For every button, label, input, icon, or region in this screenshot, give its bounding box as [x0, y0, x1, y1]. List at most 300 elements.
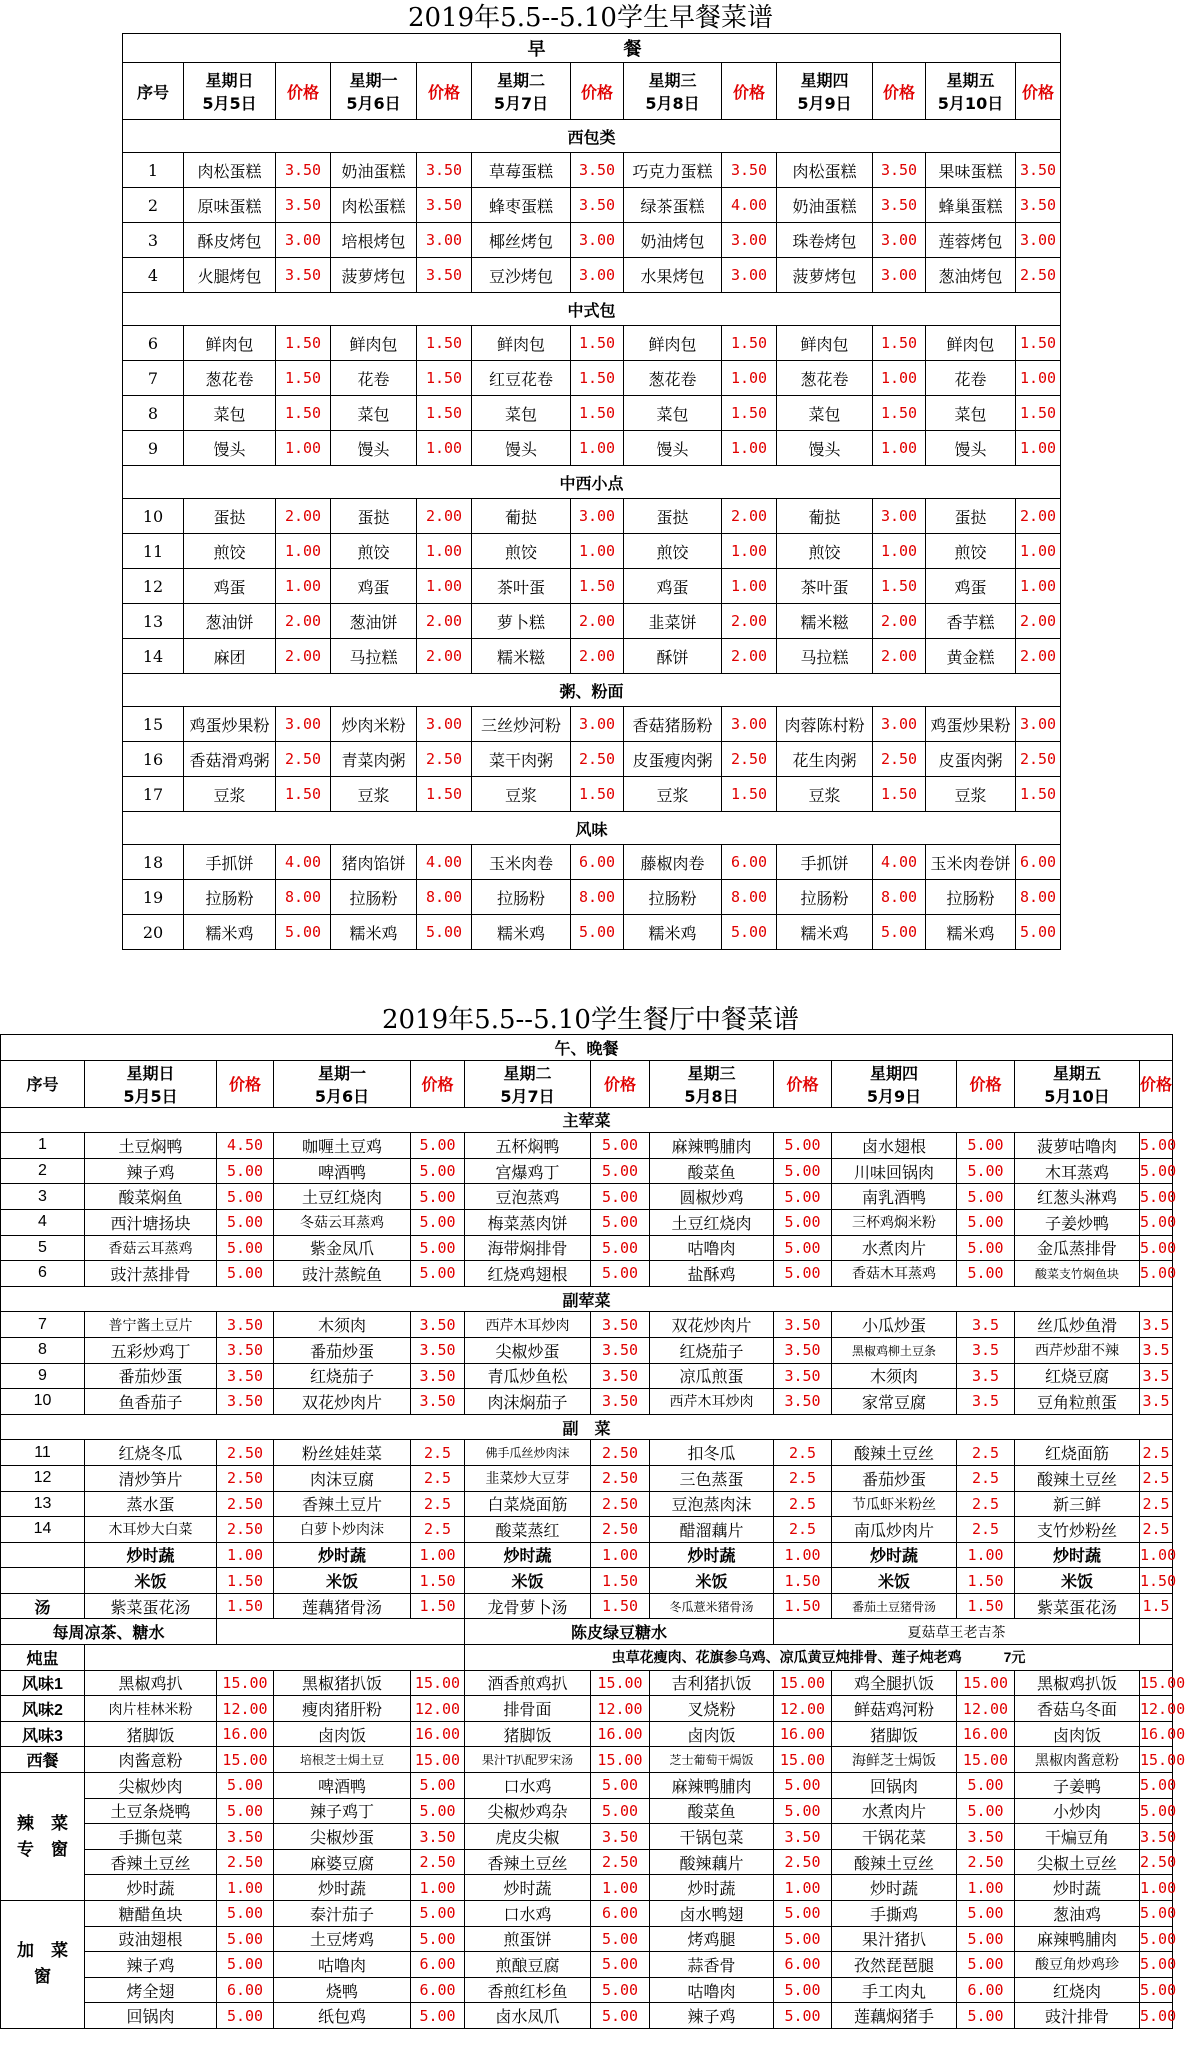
breakfast-dish: 酥皮烤包	[184, 223, 276, 258]
special-dish: 黑椒猪扒饭	[274, 1670, 411, 1696]
special-price: 16.00	[591, 1721, 650, 1747]
breakfast-price: 8.00	[873, 880, 926, 915]
breakfast-price: 1.00	[1016, 361, 1061, 396]
table-row	[123, 604, 1061, 639]
breakfast-dish: 菜包	[926, 396, 1016, 431]
breakfast-dish: 水果烤包	[624, 258, 722, 293]
row-number: 11	[123, 534, 184, 569]
extra-price: 5.00	[1140, 2003, 1173, 2029]
spicy-row	[1, 1798, 1173, 1824]
special-price: 15.00	[774, 1747, 832, 1773]
special-dish: 猪脚饭	[832, 1721, 957, 1747]
breakfast-header-row	[123, 63, 1061, 120]
extra-dish: 烧鸭	[274, 1977, 411, 2003]
lunch-price: 1.5	[1140, 1593, 1173, 1619]
breakfast-price: 3.00	[276, 223, 331, 258]
spicy-row	[1, 1849, 1173, 1875]
spicy-dish: 香辣土豆丝	[465, 1849, 591, 1875]
day-name: 星期三	[687, 1063, 736, 1083]
day-date: 5月8日	[645, 94, 700, 113]
special-price: 12.00	[1140, 1696, 1173, 1722]
spicy-price: 5.00	[591, 1798, 650, 1824]
table-row	[123, 915, 1061, 950]
extra-dish: 香煎红杉鱼	[465, 1977, 591, 2003]
extra-dish: 葱油鸡	[1015, 1901, 1140, 1927]
breakfast-dish: 肉松蛋糕	[777, 153, 873, 188]
breakfast-dish: 煎饺	[777, 534, 873, 569]
lunch-price: 5.00	[411, 1209, 465, 1235]
breakfast-dish: 肉松蛋糕	[331, 188, 417, 223]
breakfast-dish: 茶叶蛋	[777, 569, 873, 604]
lunch-dish: 炒时蔬	[85, 1542, 217, 1568]
lunch-dish: 木耳炒大白菜	[85, 1517, 217, 1543]
breakfast-dish: 椰丝烤包	[472, 223, 571, 258]
lunch-dish: 白菜烧面筋	[465, 1491, 591, 1517]
lunch-dish: 香菇木耳蒸鸡	[832, 1261, 957, 1287]
lunch-dish: 番茄炒蛋	[832, 1465, 957, 1491]
breakfast-price: 4.00	[417, 845, 472, 880]
breakfast-price: 2.00	[1016, 499, 1061, 534]
lunch-dish: 土豆红烧肉	[274, 1184, 411, 1210]
table-row	[123, 361, 1061, 396]
breakfast-price: 3.00	[873, 258, 926, 293]
day-date: 5月7日	[493, 94, 549, 113]
lunch-dish: 番茄土豆猪骨汤	[832, 1593, 957, 1619]
breakfast-price: 2.00	[276, 639, 331, 674]
breakfast-price: 4.00	[873, 845, 926, 880]
breakfast-price: 2.00	[417, 639, 472, 674]
breakfast-price: 5.00	[276, 915, 331, 950]
day-date: 5月10日	[937, 94, 1004, 113]
special-dish: 卤肉饭	[1015, 1721, 1140, 1747]
lunch-price: 5.00	[957, 1235, 1015, 1261]
breakfast-price: 1.50	[571, 569, 624, 604]
lunch-price: 5.00	[774, 1209, 832, 1235]
special-dish: 鲜菇鸡河粉	[832, 1696, 957, 1722]
breakfast-dish: 果味蛋糕	[926, 153, 1016, 188]
table-row	[1, 1491, 1173, 1517]
breakfast-day-header	[472, 63, 571, 120]
breakfast-dish: 煎饺	[184, 534, 276, 569]
lunch-dish: 蒸水蛋	[85, 1491, 217, 1517]
table-row	[1, 1184, 1173, 1210]
breakfast-price: 3.00	[873, 223, 926, 258]
lunch-dish: 土豆红烧肉	[650, 1209, 774, 1235]
breakfast-section-row	[123, 466, 1061, 499]
breakfast-dish: 肉蓉陈村粉	[777, 707, 873, 742]
lunch-dish: 子姜炒鸭	[1015, 1209, 1140, 1235]
breakfast-price: 1.00	[417, 534, 472, 569]
special-dish: 肉酱意粉	[85, 1747, 217, 1773]
breakfast-price: 1.50	[1016, 396, 1061, 431]
breakfast-price: 1.00	[417, 569, 472, 604]
lunch-price: 5.00	[774, 1235, 832, 1261]
extra-price: 6.00	[957, 1977, 1015, 2003]
lunch-price: 2.5	[411, 1440, 465, 1466]
special-label: 风味2	[1, 1696, 85, 1722]
breakfast-dish: 花卷	[926, 361, 1016, 396]
stew-text: 虫草花瘦肉、花旗参乌鸡、凉瓜黄豆炖排骨、莲子炖老鸡 7元	[465, 1645, 1173, 1671]
table-row	[1, 1593, 1173, 1619]
table-row	[123, 396, 1061, 431]
table-row	[1, 1133, 1173, 1159]
breakfast-price: 3.50	[276, 188, 331, 223]
breakfast-price: 1.50	[722, 326, 777, 361]
day-date: 5月8日	[684, 1086, 739, 1106]
breakfast-price: 5.00	[571, 915, 624, 950]
spicy-dish: 炒时蔬	[85, 1875, 217, 1901]
breakfast-price: 2.00	[873, 604, 926, 639]
lunch-dish: 冬瓜薏米猪骨汤	[650, 1593, 774, 1619]
breakfast-price: 1.00	[571, 534, 624, 569]
special-label: 西餐	[1, 1747, 85, 1773]
breakfast-price: 1.00	[1016, 534, 1061, 569]
lunch-price: 5.00	[591, 1158, 650, 1184]
lunch-day-header	[465, 1060, 591, 1107]
breakfast-dish: 手抓饼	[777, 845, 873, 880]
lunch-dish: 土豆焖鸭	[85, 1133, 217, 1159]
lunch-dish: 红烧豆腐	[1015, 1363, 1140, 1389]
special-dish: 黑椒肉酱意粉	[1015, 1747, 1140, 1773]
extra-price: 5.00	[591, 1926, 650, 1952]
day-date: 5月9日	[797, 94, 852, 113]
lunch-dish: 三杯鸡焖米粉	[832, 1209, 957, 1235]
lunch-price-header: 价格	[774, 1060, 832, 1107]
special-dish: 卤肉饭	[650, 1721, 774, 1747]
breakfast-dish: 馒头	[184, 431, 276, 466]
day-date: 5月5日	[202, 94, 257, 113]
row-number: 17	[123, 777, 184, 812]
breakfast-price: 3.00	[873, 707, 926, 742]
breakfast-title: 2019年5.5--5.10学生早餐菜谱	[408, 3, 773, 33]
lunch-dish: 酸菜焖鱼	[85, 1184, 217, 1210]
extra-dish: 咕噜肉	[274, 1952, 411, 1978]
breakfast-price: 1.00	[722, 361, 777, 396]
lunch-dish: 酸菜蒸红	[465, 1517, 591, 1543]
spicy-price: 5.00	[1140, 1773, 1173, 1799]
special-price: 16.00	[957, 1721, 1015, 1747]
breakfast-price: 2.00	[1016, 639, 1061, 674]
tea-label: 每周凉茶、糖水	[1, 1619, 217, 1645]
breakfast-dish: 豆浆	[777, 777, 873, 812]
breakfast-price: 2.00	[276, 499, 331, 534]
lunch-dish: 西芹木耳炒肉	[465, 1312, 591, 1338]
lunch-price: 3.50	[591, 1312, 650, 1338]
lunch-dish: 韭菜炒大豆芽	[465, 1465, 591, 1491]
breakfast-price: 6.00	[571, 845, 624, 880]
lunch-dish: 五杯焖鸭	[465, 1133, 591, 1159]
breakfast-price: 1.00	[276, 569, 331, 604]
table-row	[123, 880, 1061, 915]
breakfast-dish: 原味蛋糕	[184, 188, 276, 223]
breakfast-price: 8.00	[571, 880, 624, 915]
breakfast-dish: 糯米鸡	[624, 915, 722, 950]
special-price: 15.00	[1140, 1670, 1173, 1696]
breakfast-price: 2.00	[873, 639, 926, 674]
lunch-price: 1.00	[217, 1542, 274, 1568]
lunch-price: 1.50	[591, 1568, 650, 1594]
lunch-price: 5.00	[591, 1261, 650, 1287]
breakfast-dish: 豆浆	[624, 777, 722, 812]
breakfast-price: 2.00	[722, 604, 777, 639]
lunch-price: 1.50	[1140, 1568, 1173, 1594]
extra-price: 5.00	[957, 1926, 1015, 1952]
lunch-price: 2.5	[1140, 1491, 1173, 1517]
row-number: 9	[123, 431, 184, 466]
special-price: 15.00	[411, 1670, 465, 1696]
lunch-dish: 香菇云耳蒸鸡	[85, 1235, 217, 1261]
breakfast-dish: 花卷	[331, 361, 417, 396]
lunch-price: 5.00	[957, 1158, 1015, 1184]
spicy-dish: 手撕包菜	[85, 1824, 217, 1850]
spicy-price: 5.00	[411, 1798, 465, 1824]
lunch-price: 2.5	[957, 1517, 1015, 1543]
breakfast-price: 2.50	[1016, 258, 1061, 293]
lunch-price: 2.5	[774, 1517, 832, 1543]
row-number: 5	[1, 1235, 85, 1261]
extra-price: 5.00	[411, 1926, 465, 1952]
lunch-dish: 卤水翅根	[832, 1133, 957, 1159]
lunch-price: 3.50	[774, 1389, 832, 1415]
spicy-price: 3.50	[957, 1824, 1015, 1850]
breakfast-dish: 菜包	[777, 396, 873, 431]
breakfast-dish: 鲜肉包	[624, 326, 722, 361]
breakfast-price: 1.00	[571, 431, 624, 466]
lunch-price: 1.50	[411, 1568, 465, 1594]
spicy-dish: 辣子鸡丁	[274, 1798, 411, 1824]
lunch-dish: 炒时蔬	[274, 1542, 411, 1568]
breakfast-price-header: 价格	[276, 63, 331, 120]
extra-price: 6.00	[411, 1977, 465, 2003]
extra-dish: 蒜香骨	[650, 1952, 774, 1978]
lunch-dish: 宫爆鸡丁	[465, 1158, 591, 1184]
breakfast-dish: 黄金糕	[926, 639, 1016, 674]
breakfast-dish: 鸡蛋	[331, 569, 417, 604]
breakfast-dish: 馒头	[472, 431, 571, 466]
breakfast-dish: 培根烤包	[331, 223, 417, 258]
breakfast-price: 2.50	[417, 742, 472, 777]
special-dish: 猪脚饭	[465, 1721, 591, 1747]
breakfast-price: 1.50	[417, 777, 472, 812]
table-row	[123, 639, 1061, 674]
lunch-price: 2.50	[217, 1440, 274, 1466]
table-row	[123, 153, 1061, 188]
table-row	[1, 1440, 1173, 1466]
lunch-dish: 菠萝咕噜肉	[1015, 1133, 1140, 1159]
row-number	[1, 1542, 85, 1568]
lunch-price: 5.00	[217, 1158, 274, 1184]
breakfast-seq-header: 序号	[123, 63, 184, 120]
spicy-dish: 干煸豆角	[1015, 1824, 1140, 1850]
extra-price: 5.00	[774, 1901, 832, 1927]
spicy-dish: 小炒肉	[1015, 1798, 1140, 1824]
breakfast-price: 3.50	[571, 188, 624, 223]
spicy-price: 1.00	[774, 1875, 832, 1901]
lunch-price: 5.00	[774, 1133, 832, 1159]
breakfast-dish: 豆浆	[926, 777, 1016, 812]
special-price: 12.00	[411, 1696, 465, 1722]
extra-dish: 莲藕焖猪手	[832, 2003, 957, 2029]
spicy-dish: 干锅花菜	[832, 1824, 957, 1850]
breakfast-price: 8.00	[417, 880, 472, 915]
extra-price: 5.00	[217, 1926, 274, 1952]
table-row	[1, 1337, 1173, 1363]
spicy-price: 3.50	[1140, 1824, 1173, 1850]
breakfast-dish: 糯米鸡	[926, 915, 1016, 950]
breakfast-price: 1.50	[873, 569, 926, 604]
lunch-dish: 鱼香茄子	[85, 1389, 217, 1415]
breakfast-dish: 猪肉馅饼	[331, 845, 417, 880]
extra-dish: 口水鸡	[465, 1901, 591, 1927]
extra-price: 5.00	[957, 1901, 1015, 1927]
lunch-dish: 冬菇云耳蒸鸡	[274, 1209, 411, 1235]
lunch-dish: 西汁塘扬块	[85, 1209, 217, 1235]
lunch-dish: 豆泡蒸鸡	[465, 1184, 591, 1210]
breakfast-dish: 鸡蛋	[624, 569, 722, 604]
lunch-price: 5.00	[217, 1209, 274, 1235]
lunch-price: 2.5	[411, 1491, 465, 1517]
day-name: 星期一	[317, 1063, 366, 1083]
lunch-dish: 普宁酱土豆片	[85, 1312, 217, 1338]
lunch-dish: 炒时蔬	[650, 1542, 774, 1568]
spicy-dish: 土豆条烧鸭	[85, 1798, 217, 1824]
spicy-dish: 啤酒鸭	[274, 1773, 411, 1799]
spicy-window-label	[1, 1773, 85, 1901]
special-price: 15.00	[591, 1670, 650, 1696]
breakfast-price: 3.00	[873, 499, 926, 534]
day-name: 星期日	[205, 71, 254, 90]
breakfast-price: 3.50	[417, 258, 472, 293]
breakfast-dish: 肉松蛋糕	[184, 153, 276, 188]
stew-row	[1, 1645, 1173, 1671]
lunch-price: 5.00	[217, 1261, 274, 1287]
lunch-dish: 川味回锅肉	[832, 1158, 957, 1184]
lunch-price: 5.00	[411, 1184, 465, 1210]
lunch-dish: 肉沫焖茄子	[465, 1389, 591, 1415]
lunch-price: 3.50	[411, 1312, 465, 1338]
breakfast-price: 4.00	[276, 845, 331, 880]
breakfast-price: 1.00	[722, 534, 777, 569]
breakfast-price: 1.50	[276, 777, 331, 812]
special-row	[1, 1747, 1173, 1773]
special-price: 12.00	[591, 1696, 650, 1722]
breakfast-price: 3.50	[873, 153, 926, 188]
breakfast-price: 3.50	[571, 153, 624, 188]
extra-dish: 煎酿豆腐	[465, 1952, 591, 1978]
lunch-price: 3.5	[1140, 1312, 1173, 1338]
lunch-dish: 南瓜炒肉片	[832, 1517, 957, 1543]
breakfast-price: 1.00	[873, 534, 926, 569]
breakfast-price: 1.50	[571, 396, 624, 431]
lunch-dish: 番茄炒蛋	[274, 1337, 411, 1363]
lunch-dish: 豆角粒煎蛋	[1015, 1389, 1140, 1415]
breakfast-dish: 鸡蛋炒果粉	[926, 707, 1016, 742]
row-number: 16	[123, 742, 184, 777]
spicy-price: 1.00	[957, 1875, 1015, 1901]
breakfast-price-header: 价格	[873, 63, 926, 120]
lunch-dish: 木须肉	[274, 1312, 411, 1338]
row-number: 19	[123, 880, 184, 915]
breakfast-dish: 炒肉米粉	[331, 707, 417, 742]
row-number: 3	[1, 1184, 85, 1210]
extra-price: 6.00	[774, 1952, 832, 1978]
lunch-dish: 粉丝娃娃菜	[274, 1440, 411, 1466]
breakfast-price: 3.00	[571, 223, 624, 258]
lunch-price: 2.5	[774, 1465, 832, 1491]
section-title: 风味	[123, 812, 1061, 845]
breakfast-price: 3.00	[571, 707, 624, 742]
breakfast-price: 6.00	[722, 845, 777, 880]
stew-label: 炖盅	[1, 1645, 85, 1671]
breakfast-price: 3.00	[1016, 223, 1061, 258]
table-row	[123, 845, 1061, 880]
breakfast-dish: 手抓饼	[184, 845, 276, 880]
lunch-dish: 莲藕猪骨汤	[274, 1593, 411, 1619]
breakfast-dish: 豆浆	[184, 777, 276, 812]
lunch-price: 3.5	[1140, 1337, 1173, 1363]
lunch-price: 5.00	[957, 1261, 1015, 1287]
breakfast-price: 1.50	[722, 777, 777, 812]
breakfast-price: 1.00	[1016, 569, 1061, 604]
lunch-dish: 米饭	[832, 1568, 957, 1594]
breakfast-dish: 韭菜饼	[624, 604, 722, 639]
breakfast-dish: 馒头	[624, 431, 722, 466]
lunch-price: 2.50	[591, 1517, 650, 1543]
breakfast-dish: 豆浆	[472, 777, 571, 812]
tea-mid: 陈皮绿豆糖水	[465, 1619, 774, 1645]
extra-dish: 辣子鸡	[85, 1952, 217, 1978]
lunch-dish: 红葱头淋鸡	[1015, 1184, 1140, 1210]
breakfast-price: 2.00	[722, 499, 777, 534]
breakfast-price: 2.00	[722, 639, 777, 674]
table-row	[1, 1389, 1173, 1415]
spicy-price: 2.50	[217, 1849, 274, 1875]
spicy-dish: 麻婆豆腐	[274, 1849, 411, 1875]
lunch-price: 3.50	[217, 1337, 274, 1363]
breakfast-price: 2.00	[417, 604, 472, 639]
special-price: 16.00	[217, 1721, 274, 1747]
day-name: 星期四	[869, 1063, 918, 1083]
lunch-dish: 香辣土豆片	[274, 1491, 411, 1517]
lunch-dish: 尖椒炒蛋	[465, 1337, 591, 1363]
lunch-price-header: 价格	[1140, 1060, 1173, 1107]
lunch-price: 2.5	[957, 1465, 1015, 1491]
spicy-dish: 尖椒炒蛋	[274, 1824, 411, 1850]
lunch-dish: 米饭	[465, 1568, 591, 1594]
lunch-dish: 豉汁蒸鲩鱼	[274, 1261, 411, 1287]
section-title: 副 菜	[1, 1414, 1173, 1440]
lunch-price: 1.00	[411, 1542, 465, 1568]
side-label-line: 专 窗	[17, 1839, 68, 1860]
table-row	[123, 499, 1061, 534]
row-number: 18	[123, 845, 184, 880]
breakfast-price: 5.00	[722, 915, 777, 950]
lunch-price: 5.00	[957, 1133, 1015, 1159]
lunch-price: 2.50	[591, 1465, 650, 1491]
lunch-price: 5.00	[774, 1158, 832, 1184]
special-dish: 酒香煎鸡扒	[465, 1670, 591, 1696]
lunch-dish: 节瓜虾米粉丝	[832, 1491, 957, 1517]
lunch-price: 1.50	[774, 1568, 832, 1594]
lunch-price: 2.50	[217, 1517, 274, 1543]
breakfast-dish: 葱油烤包	[926, 258, 1016, 293]
lunch-price: 5.00	[1140, 1261, 1173, 1287]
lunch-dish: 凉瓜煎蛋	[650, 1363, 774, 1389]
lunch-price: 2.5	[957, 1491, 1015, 1517]
row-number: 1	[1, 1133, 85, 1159]
spicy-row	[1, 1824, 1173, 1850]
breakfast-price: 5.00	[417, 915, 472, 950]
